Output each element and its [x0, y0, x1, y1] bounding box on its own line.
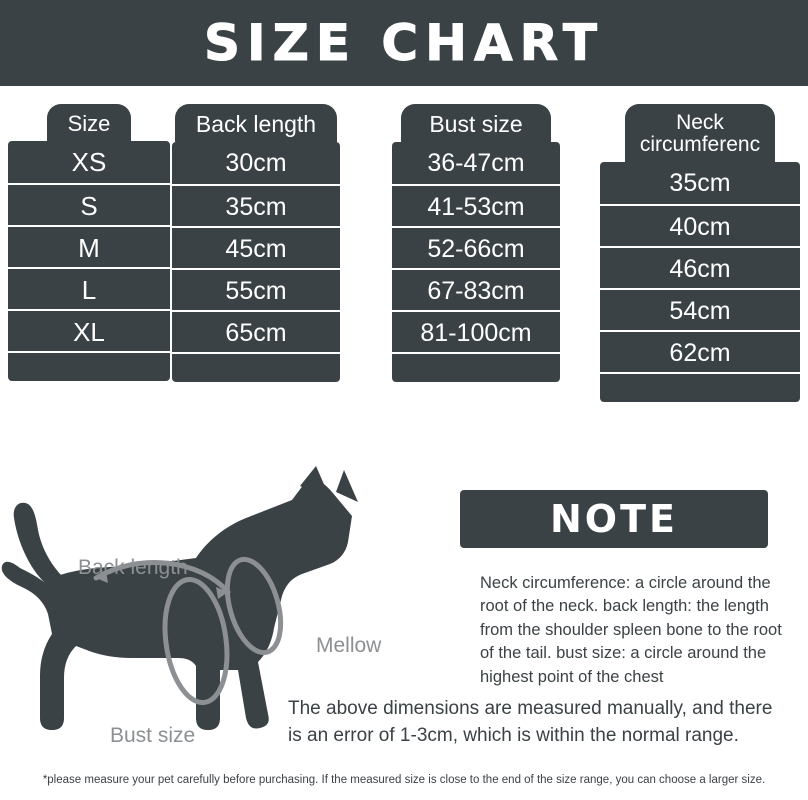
table-cell-spacer	[172, 352, 340, 382]
note-banner	[460, 490, 768, 548]
table-cell: M	[8, 225, 170, 267]
table-cell: 45cm	[172, 226, 340, 268]
note-tolerance-text: The above dimensions are measured manually, and there is an error of 1-3cm, which is within the normal range.	[288, 698, 773, 746]
table-cell-spacer	[8, 351, 170, 381]
table-cell: 67-83cm	[392, 268, 560, 310]
table-cell: L	[8, 267, 170, 309]
page-title: SIZE CHART	[203, 14, 605, 72]
column-body	[8, 141, 170, 381]
table-cell: 54cm	[600, 288, 800, 330]
table-cell: 35cm	[172, 184, 340, 226]
table-column-back-length	[172, 104, 340, 382]
column-header: Bust size	[401, 104, 551, 142]
note-body-text: Neck circumference: a circle around the root of the neck. back length: the length from the shoulder spleen bone to the root of the tail. bust size: a circle around the highest point of the chest	[480, 574, 782, 686]
table-cell: 55cm	[172, 268, 340, 310]
table-cell: XS	[71, 147, 107, 178]
table-cell: XL	[8, 309, 170, 351]
table-cell: 41-53cm	[392, 184, 560, 226]
table-cell: 40cm	[600, 204, 800, 246]
table-cell: 30cm	[225, 149, 287, 178]
table-cell: S	[8, 183, 170, 225]
note-footnote: *please measure your pet carefully before purchasing. If the measured size is close to the end of the size range, you can choose a larger size.	[42, 774, 766, 786]
column-body	[392, 142, 560, 382]
table-cell: 36-47cm	[427, 149, 525, 178]
table-cell: 35cm	[669, 169, 731, 198]
column-body	[600, 162, 800, 402]
page-header	[0, 0, 808, 86]
table-cell-spacer	[392, 352, 560, 382]
column-header: Back length	[175, 104, 337, 142]
size-table	[0, 86, 808, 416]
table-column-bust-size	[392, 104, 560, 382]
label-bust-size: Bust size	[110, 724, 196, 747]
table-cell: 81-100cm	[392, 310, 560, 352]
label-back-length: Back length	[78, 556, 188, 579]
column-body	[172, 142, 340, 382]
label-mellow: Mellow	[316, 634, 382, 657]
table-column-size	[8, 104, 170, 381]
table-cell: 46cm	[600, 246, 800, 288]
bottom-section	[0, 416, 808, 800]
table-cell: 65cm	[172, 310, 340, 352]
column-header: Neck circumferenc	[625, 104, 775, 162]
note-banner-title: NOTE	[550, 497, 678, 541]
table-cell: 62cm	[600, 330, 800, 372]
table-cell-spacer	[600, 372, 800, 402]
column-header: Size	[47, 104, 131, 141]
table-cell: 52-66cm	[392, 226, 560, 268]
table-column-neck-circumference	[600, 104, 800, 402]
